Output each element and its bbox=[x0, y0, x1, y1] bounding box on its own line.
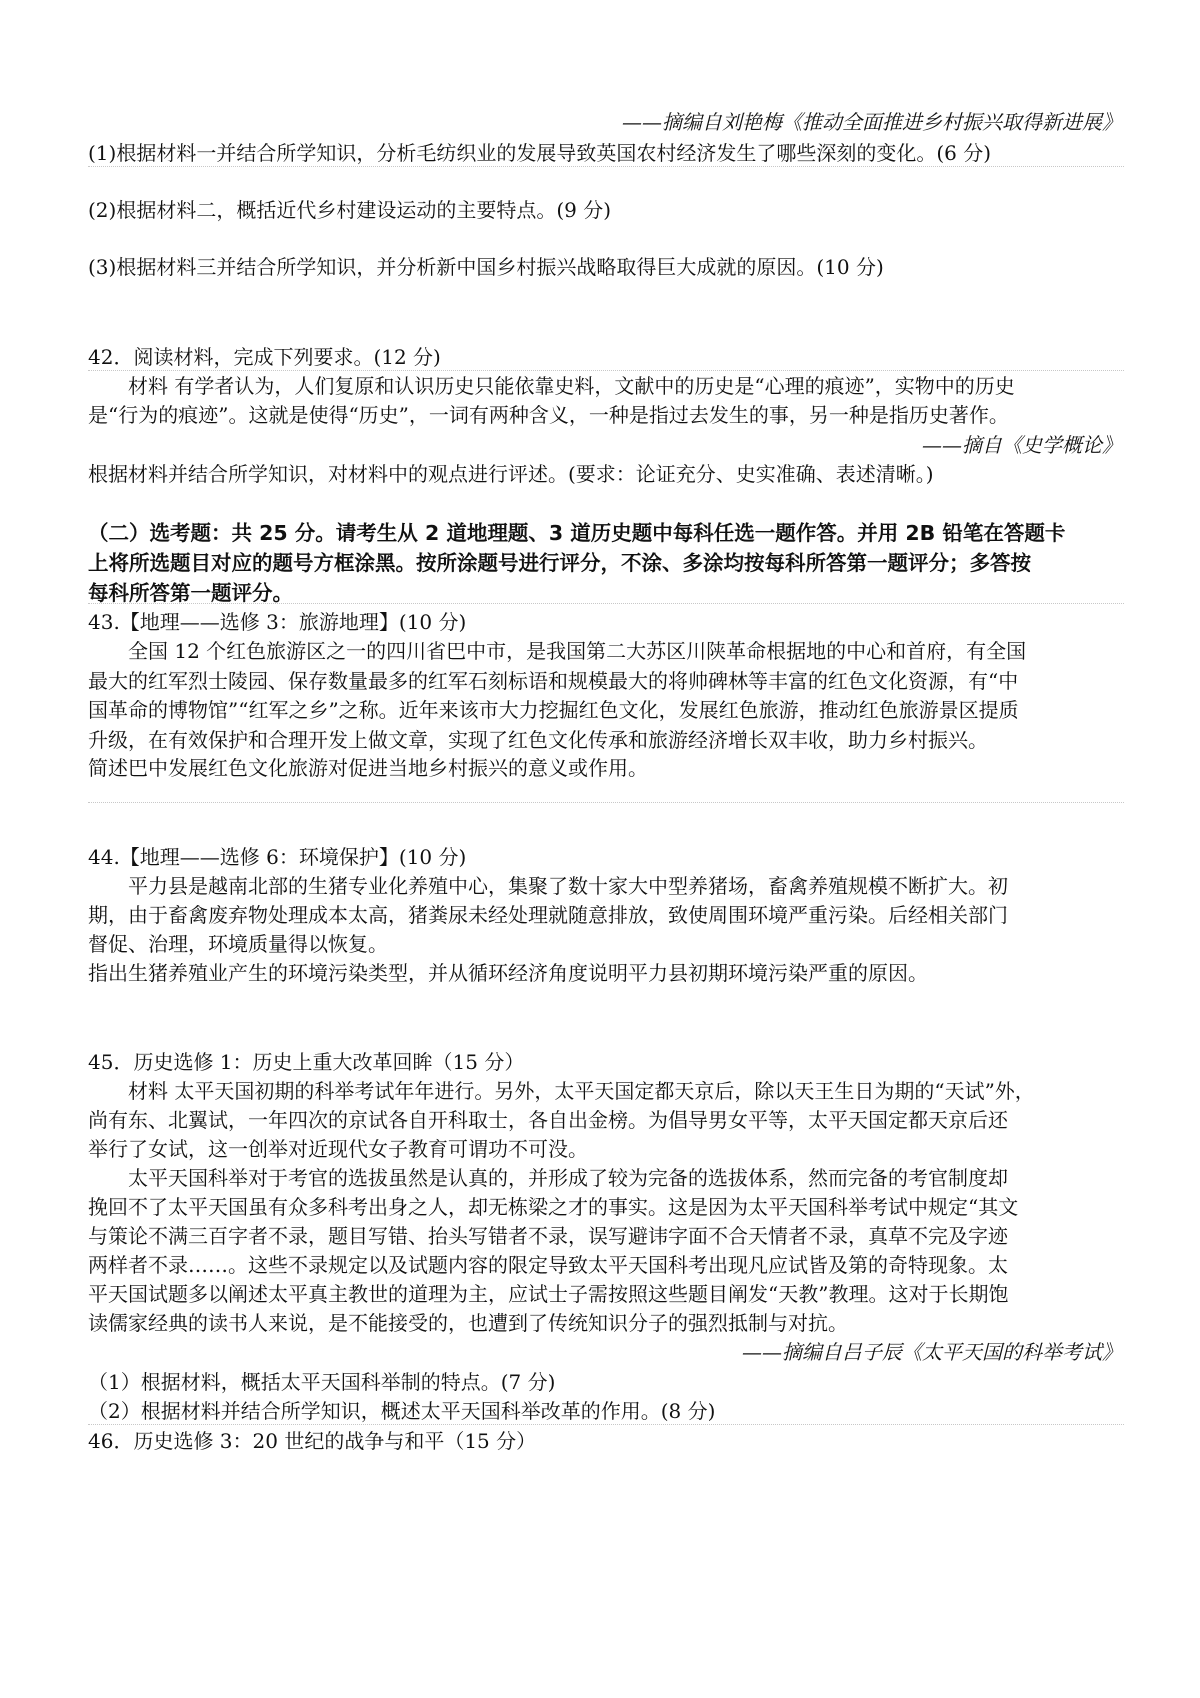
q41-subquestion-1: (1)根据材料一并结合所学知识，分析毛纺织业的发展导致英国农村经济发生了哪些深刻的变化。(6 分) bbox=[88, 141, 992, 165]
q44-paragraph-line: 平力县是越南北部的生猪专业化养殖中心，集聚了数十家大中型养猪场，畜禽养殖规模不断扩大。初 bbox=[128, 874, 1008, 898]
q42-material-line: 材料 有学者认为，人们复原和认识历史只能依靠史料，文献中的历史是“心理的痕迹”，实物中的历史 bbox=[128, 374, 1015, 398]
q44-paragraph-line: 督促、治理，环境质量得以恢复。 bbox=[88, 932, 388, 956]
answer-line bbox=[88, 1424, 1124, 1425]
section2-instructions-line: 上将所选题目对应的题号方框涂黑。按所涂题号进行评分，不涂、多涂均按每科所答第一题评分；多答按 bbox=[88, 551, 1031, 575]
q43-paragraph-line: 全国 12 个红色旅游区之一的四川省巴中市，是我国第二大苏区川陕革命根据地的中心和首府，有全国 bbox=[128, 639, 1027, 663]
q45-paragraph-line: 太平天国科举对于考官的选拔虽然是认真的，并形成了较为完备的选拔体系，然而完备的考官制度却 bbox=[128, 1166, 1008, 1190]
q45-paragraph-line: 与策论不满三百字者不录，题目写错、抬头写错者不录，误写避讳字面不合天情者不录，真草不完及字迹 bbox=[88, 1224, 1008, 1248]
q44-task: 指出生猪养殖业产生的环境污染类型，并从循环经济角度说明平力县初期环境污染严重的原因。 bbox=[88, 961, 928, 985]
q45-paragraph-line: 举行了女试，这一创举对近现代女子教育可谓功不可没。 bbox=[88, 1137, 588, 1161]
q42-source-citation: ——摘自《史学概论》 bbox=[922, 433, 1122, 457]
section2-instructions-line: 每科所答第一题评分。 bbox=[88, 581, 293, 605]
q41-subquestion-2: (2)根据材料二，概括近代乡村建设运动的主要特点。(9 分) bbox=[88, 198, 612, 222]
q42-task: 根据材料并结合所学知识，对材料中的观点进行评述。(要求：论证充分、史实准确、表述清晰。) bbox=[88, 462, 934, 486]
q45-heading: 45．历史选修 1：历史上重大改革回眸（15 分） bbox=[88, 1050, 525, 1074]
q43-heading: 43.【地理——选修 3：旅游地理】(10 分) bbox=[88, 610, 467, 634]
q45-paragraph-line: 平天国试题多以阐述太平真主教世的道理为主，应试士子需按照这些题目阐发“天教”教理。这对于长期饱 bbox=[88, 1282, 1009, 1306]
q44-paragraph-line: 期，由于畜禽废弃物处理成本太高，猪粪尿未经处理就随意排放，致使周围环境严重污染。后经相关部门 bbox=[88, 903, 1008, 927]
q45-paragraph-line: 挽回不了太平天国虽有众多科考出身之人，却无栋梁之才的事实。这是因为太平天国科举考试中规定“其文 bbox=[88, 1195, 1019, 1219]
q42-heading: 42．阅读材料，完成下列要求。(12 分) bbox=[88, 345, 441, 369]
q45-paragraph-line: 材料 太平天国初期的科举考试年年进行。另外，太平天国定都天京后，除以天王生日为期的“天试”外， bbox=[128, 1079, 1035, 1103]
q44-heading: 44.【地理——选修 6：环境保护】(10 分) bbox=[88, 845, 467, 869]
answer-line bbox=[88, 802, 1124, 803]
q45-paragraph-line: 尚有东、北翼试，一年四次的京试各自开科取士，各自出金榜。为倡导男女平等，太平天国定都天京后还 bbox=[88, 1108, 1008, 1132]
q45-paragraph-line: 读儒家经典的读书人来说，是不能接受的，也遭到了传统知识分子的强烈抵制与对抗。 bbox=[88, 1311, 848, 1335]
q43-paragraph-line: 最大的红军烈士陵园、保存数量最多的红军石刻标语和规模最大的将帅碑林等丰富的红色文化资源，有“中 bbox=[88, 669, 1019, 693]
q45-subquestion-2: （2）根据材料并结合所学知识，概述太平天国科举改革的作用。(8 分) bbox=[88, 1399, 716, 1423]
q43-task: 简述巴中发展红色文化旅游对促进当地乡村振兴的意义或作用。 bbox=[88, 756, 648, 780]
q41-source-citation: ——摘编自刘艳梅《推动全面推进乡村振兴取得新进展》 bbox=[622, 110, 1122, 134]
q43-paragraph-line: 国革命的博物馆”“红军之乡”之称。近年来该市大力挖掘红色文化，发展红色旅游，推动红色旅游景区提质 bbox=[88, 698, 1019, 722]
q43-paragraph-line: 升级，在有效保护和合理开发上做文章，实现了红色文化传承和旅游经济增长双丰收，助力乡村振兴。 bbox=[88, 728, 988, 752]
answer-line bbox=[88, 603, 1124, 604]
answer-line bbox=[88, 166, 1124, 167]
q45-paragraph-line: 两样者不录……。这些不录规定以及试题内容的限定导致太平天国科考出现凡应试皆及第的奇特现象。太 bbox=[88, 1253, 1008, 1277]
q45-subquestion-1: （1）根据材料，概括太平天国科举制的特点。(7 分) bbox=[88, 1370, 556, 1394]
q46-heading: 46．历史选修 3：20 世纪的战争与和平（15 分） bbox=[88, 1429, 537, 1453]
q42-material-line: 是“行为的痕迹”。这就是使得“历史”，一词有两种含义，一种是指过去发生的事，另一种是指历史著作。 bbox=[88, 403, 1009, 427]
section2-instructions-line: （二）选考题：共 25 分。请考生从 2 道地理题、3 道历史题中每科任选一题作答。并用 2B 铅笔在答题卡 bbox=[88, 521, 1066, 545]
q45-source-citation: ——摘编自吕子辰《太平天国的科举考试》 bbox=[742, 1340, 1122, 1364]
q41-subquestion-3: (3)根据材料三并结合所学知识，并分析新中国乡村振兴战略取得巨大成就的原因。(10 分) bbox=[88, 255, 884, 279]
